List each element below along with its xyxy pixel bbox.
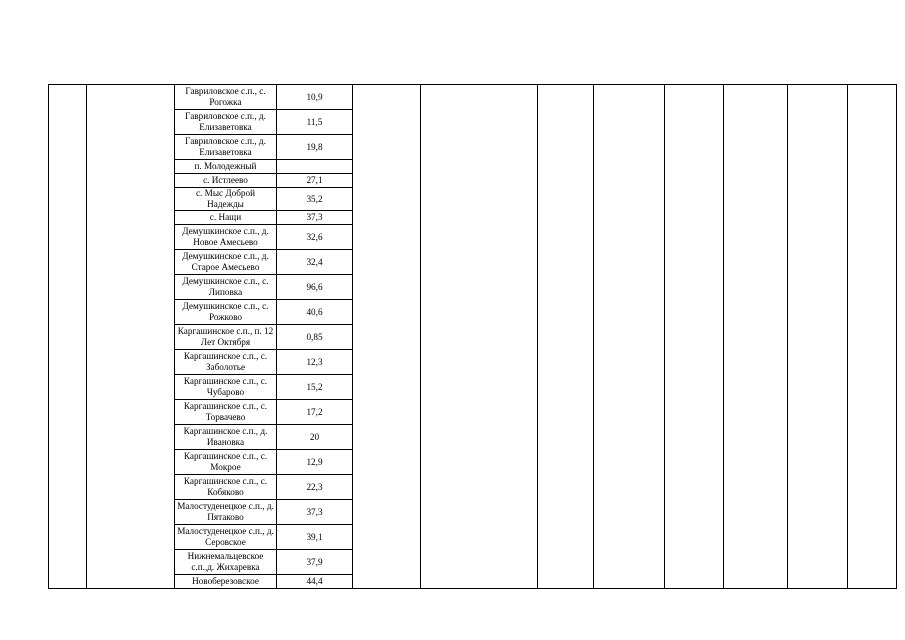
distance-cell: 35,2 (277, 188, 353, 211)
empty-cell (665, 500, 724, 525)
empty-cell (538, 225, 594, 250)
empty-cell (49, 174, 87, 188)
empty-cell (538, 500, 594, 525)
distance-cell: 19,8 (277, 135, 353, 160)
empty-cell (87, 275, 175, 300)
empty-cell (788, 174, 848, 188)
table-row (49, 500, 897, 525)
empty-cell (848, 250, 897, 275)
empty-cell (538, 400, 594, 425)
distance-cell: 27,1 (277, 174, 353, 188)
empty-cell (665, 225, 724, 250)
empty-cell (848, 211, 897, 225)
empty-cell (538, 525, 594, 550)
empty-cell (788, 400, 848, 425)
settlement-name-cell: с. Мыс Доброй Надежды (175, 188, 277, 211)
empty-cell (87, 575, 175, 589)
empty-cell (538, 174, 594, 188)
empty-cell (87, 350, 175, 375)
empty-cell (665, 275, 724, 300)
empty-cell (49, 525, 87, 550)
empty-cell (594, 525, 665, 550)
empty-cell (87, 325, 175, 350)
empty-cell (594, 211, 665, 225)
settlement-name-cell: п. Молодежный (175, 160, 277, 174)
empty-cell (49, 300, 87, 325)
empty-cell (49, 135, 87, 160)
empty-cell (788, 250, 848, 275)
empty-cell (353, 275, 421, 300)
empty-cell (724, 500, 788, 525)
distance-cell: 37,3 (277, 500, 353, 525)
empty-cell (594, 425, 665, 450)
empty-cell (665, 475, 724, 500)
table-row (49, 250, 897, 275)
settlement-name-cell: Демушкинское с.п., с. Рожково (175, 300, 277, 325)
empty-cell (421, 575, 538, 589)
empty-cell (421, 375, 538, 400)
empty-cell (353, 525, 421, 550)
empty-cell (848, 375, 897, 400)
distance-cell: 11,5 (277, 110, 353, 135)
empty-cell (87, 375, 175, 400)
empty-cell (49, 250, 87, 275)
empty-cell (848, 350, 897, 375)
empty-cell (788, 550, 848, 575)
empty-cell (49, 225, 87, 250)
settlement-name-cell: Гавриловское с.п., д. Елизаветовка (175, 110, 277, 135)
empty-cell (665, 375, 724, 400)
empty-cell (848, 275, 897, 300)
settlement-name-cell: Каргашинское с.п., с. Заболотье (175, 350, 277, 375)
empty-cell (788, 475, 848, 500)
empty-cell (421, 425, 538, 450)
empty-cell (665, 250, 724, 275)
empty-cell (49, 425, 87, 450)
distance-cell: 32,4 (277, 250, 353, 275)
empty-cell (538, 475, 594, 500)
empty-cell (49, 110, 87, 135)
empty-cell (49, 550, 87, 575)
empty-cell (724, 350, 788, 375)
empty-cell (665, 300, 724, 325)
empty-cell (49, 450, 87, 475)
distance-cell: 37,9 (277, 550, 353, 575)
empty-cell (87, 85, 175, 110)
empty-cell (353, 135, 421, 160)
empty-cell (421, 275, 538, 300)
table-row (49, 275, 897, 300)
empty-cell (421, 550, 538, 575)
settlement-name-cell: Каргашинское с.п., д. Ивановка (175, 425, 277, 450)
empty-cell (353, 225, 421, 250)
empty-cell (87, 425, 175, 450)
empty-cell (848, 85, 897, 110)
empty-cell (49, 400, 87, 425)
empty-cell (848, 225, 897, 250)
empty-cell (49, 188, 87, 211)
distance-cell (277, 160, 353, 174)
table-row (49, 350, 897, 375)
settlement-distance-table (48, 84, 897, 589)
empty-cell (665, 110, 724, 135)
settlement-name-cell: Нижнемальцевское с.п.,д. Жихаревка (175, 550, 277, 575)
empty-cell (848, 475, 897, 500)
settlement-name-cell: Малостуденецкое с.п., д. Серовское (175, 525, 277, 550)
empty-cell (788, 375, 848, 400)
table-row (49, 225, 897, 250)
distance-cell: 15,2 (277, 375, 353, 400)
empty-cell (788, 160, 848, 174)
empty-cell (788, 275, 848, 300)
empty-cell (87, 188, 175, 211)
empty-cell (353, 250, 421, 275)
empty-cell (353, 450, 421, 475)
empty-cell (665, 450, 724, 475)
empty-cell (353, 575, 421, 589)
empty-cell (49, 500, 87, 525)
empty-cell (538, 188, 594, 211)
empty-cell (421, 110, 538, 135)
empty-cell (87, 500, 175, 525)
empty-cell (788, 211, 848, 225)
empty-cell (788, 525, 848, 550)
empty-cell (353, 85, 421, 110)
empty-cell (724, 450, 788, 475)
empty-cell (788, 425, 848, 450)
empty-cell (724, 325, 788, 350)
empty-cell (665, 350, 724, 375)
empty-cell (87, 135, 175, 160)
empty-cell (353, 174, 421, 188)
empty-cell (353, 110, 421, 135)
empty-cell (724, 425, 788, 450)
table-row (49, 211, 897, 225)
empty-cell (421, 225, 538, 250)
distance-cell: 12,9 (277, 450, 353, 475)
empty-cell (421, 85, 538, 110)
empty-cell (848, 160, 897, 174)
empty-cell (353, 550, 421, 575)
empty-cell (353, 350, 421, 375)
empty-cell (724, 174, 788, 188)
distance-cell: 39,1 (277, 525, 353, 550)
table-row (49, 174, 897, 188)
empty-cell (594, 85, 665, 110)
empty-cell (538, 160, 594, 174)
settlement-name-cell: Новоберезовское (175, 575, 277, 589)
empty-cell (49, 85, 87, 110)
settlement-name-cell: Каргашинское с.п., с. Торвачево (175, 400, 277, 425)
settlement-name-cell: Демушкинское с.п., с. Липовка (175, 275, 277, 300)
empty-cell (724, 300, 788, 325)
empty-cell (87, 174, 175, 188)
empty-cell (421, 475, 538, 500)
empty-cell (421, 160, 538, 174)
empty-cell (594, 225, 665, 250)
empty-cell (353, 500, 421, 525)
empty-cell (848, 575, 897, 589)
empty-cell (848, 174, 897, 188)
empty-cell (353, 400, 421, 425)
distance-cell: 40,6 (277, 300, 353, 325)
empty-cell (848, 450, 897, 475)
empty-cell (724, 400, 788, 425)
empty-cell (665, 211, 724, 225)
empty-cell (538, 450, 594, 475)
table-row (49, 300, 897, 325)
settlement-name-cell: Каргашинское с.п., с. Чубарово (175, 375, 277, 400)
empty-cell (538, 350, 594, 375)
empty-cell (353, 160, 421, 174)
empty-cell (788, 300, 848, 325)
empty-cell (848, 325, 897, 350)
empty-cell (49, 211, 87, 225)
empty-cell (788, 575, 848, 589)
empty-cell (594, 250, 665, 275)
empty-cell (87, 475, 175, 500)
settlement-name-cell: Гавриловское с.п., с. Рогожка (175, 85, 277, 110)
empty-cell (724, 225, 788, 250)
table-row (49, 110, 897, 135)
empty-cell (421, 450, 538, 475)
empty-cell (724, 160, 788, 174)
empty-cell (538, 135, 594, 160)
empty-cell (724, 110, 788, 135)
distance-cell: 32,6 (277, 225, 353, 250)
table-row (49, 475, 897, 500)
distance-cell: 12,3 (277, 350, 353, 375)
table-row (49, 188, 897, 211)
empty-cell (421, 211, 538, 225)
table-row (49, 375, 897, 400)
settlement-name-cell: Гавриловское с.п., д. Елизаветовка (175, 135, 277, 160)
empty-cell (87, 300, 175, 325)
distance-cell: 96,6 (277, 275, 353, 300)
settlement-name-cell: с. Нащи (175, 211, 277, 225)
empty-cell (538, 275, 594, 300)
empty-cell (49, 375, 87, 400)
empty-cell (594, 400, 665, 425)
distance-cell: 20 (277, 425, 353, 450)
empty-cell (848, 135, 897, 160)
empty-cell (353, 188, 421, 211)
distance-cell: 10,9 (277, 85, 353, 110)
empty-cell (665, 550, 724, 575)
empty-cell (788, 450, 848, 475)
empty-cell (788, 85, 848, 110)
empty-cell (724, 475, 788, 500)
empty-cell (49, 160, 87, 174)
empty-cell (538, 211, 594, 225)
empty-cell (848, 188, 897, 211)
empty-cell (87, 110, 175, 135)
empty-cell (353, 375, 421, 400)
empty-cell (87, 450, 175, 475)
empty-cell (665, 85, 724, 110)
empty-cell (421, 350, 538, 375)
empty-cell (87, 250, 175, 275)
empty-cell (665, 400, 724, 425)
table-row (49, 450, 897, 475)
empty-cell (87, 550, 175, 575)
empty-cell (594, 275, 665, 300)
empty-cell (87, 211, 175, 225)
settlement-name-cell: Каргашинское с.п., с. Мокрое (175, 450, 277, 475)
empty-cell (848, 400, 897, 425)
empty-cell (353, 325, 421, 350)
empty-cell (848, 425, 897, 450)
distance-cell: 44,4 (277, 575, 353, 589)
empty-cell (665, 160, 724, 174)
empty-cell (788, 325, 848, 350)
empty-cell (594, 300, 665, 325)
empty-cell (538, 325, 594, 350)
empty-cell (538, 425, 594, 450)
empty-cell (538, 375, 594, 400)
empty-cell (665, 325, 724, 350)
settlement-name-cell: Каргашинское с.п., п. 12 Лет Октября (175, 325, 277, 350)
empty-cell (848, 550, 897, 575)
empty-cell (594, 135, 665, 160)
empty-cell (538, 85, 594, 110)
empty-cell (49, 350, 87, 375)
empty-cell (724, 250, 788, 275)
empty-cell (665, 174, 724, 188)
empty-cell (848, 500, 897, 525)
empty-cell (87, 160, 175, 174)
empty-cell (594, 325, 665, 350)
empty-cell (724, 85, 788, 110)
empty-cell (788, 135, 848, 160)
empty-cell (87, 525, 175, 550)
settlement-name-cell: Малостуденецкое с.п., д. Пятаково (175, 500, 277, 525)
empty-cell (594, 350, 665, 375)
empty-cell (421, 174, 538, 188)
empty-cell (538, 575, 594, 589)
empty-cell (665, 525, 724, 550)
empty-cell (538, 250, 594, 275)
empty-cell (421, 500, 538, 525)
empty-cell (594, 500, 665, 525)
table-row (49, 550, 897, 575)
empty-cell (594, 110, 665, 135)
empty-cell (724, 188, 788, 211)
empty-cell (49, 575, 87, 589)
table-row (49, 135, 897, 160)
empty-cell (724, 375, 788, 400)
empty-cell (421, 525, 538, 550)
settlement-name-cell: с. Истлеево (175, 174, 277, 188)
empty-cell (538, 300, 594, 325)
table-row (49, 525, 897, 550)
empty-cell (49, 475, 87, 500)
empty-cell (49, 325, 87, 350)
empty-cell (665, 575, 724, 589)
empty-cell (665, 188, 724, 211)
table-row (49, 575, 897, 589)
table-row (49, 400, 897, 425)
empty-cell (848, 525, 897, 550)
empty-cell (665, 135, 724, 160)
table-row (49, 425, 897, 450)
empty-cell (788, 500, 848, 525)
empty-cell (724, 575, 788, 589)
settlement-name-cell: Демушкинское с.п., д. Старое Амесьево (175, 250, 277, 275)
empty-cell (421, 135, 538, 160)
empty-cell (665, 425, 724, 450)
empty-cell (848, 300, 897, 325)
empty-cell (538, 110, 594, 135)
settlement-name-cell: Демушкинское с.п., д. Новое Амесьево (175, 225, 277, 250)
empty-cell (538, 550, 594, 575)
empty-cell (594, 575, 665, 589)
empty-cell (421, 300, 538, 325)
empty-cell (87, 225, 175, 250)
empty-cell (87, 400, 175, 425)
empty-cell (353, 425, 421, 450)
settlement-name-cell: Каргашинское с.п., с. Кобяково (175, 475, 277, 500)
empty-cell (421, 188, 538, 211)
empty-cell (724, 550, 788, 575)
empty-cell (353, 211, 421, 225)
empty-cell (421, 400, 538, 425)
empty-cell (724, 211, 788, 225)
empty-cell (848, 110, 897, 135)
empty-cell (788, 110, 848, 135)
table-row (49, 325, 897, 350)
empty-cell (594, 450, 665, 475)
empty-cell (724, 135, 788, 160)
empty-cell (353, 475, 421, 500)
empty-cell (788, 350, 848, 375)
empty-cell (49, 275, 87, 300)
empty-cell (594, 174, 665, 188)
empty-cell (594, 375, 665, 400)
empty-cell (594, 550, 665, 575)
distance-cell: 22,3 (277, 475, 353, 500)
distance-cell: 0,85 (277, 325, 353, 350)
empty-cell (421, 250, 538, 275)
distance-cell: 17,2 (277, 400, 353, 425)
empty-cell (353, 300, 421, 325)
table-row (49, 160, 897, 174)
empty-cell (724, 275, 788, 300)
empty-cell (788, 188, 848, 211)
empty-cell (724, 525, 788, 550)
empty-cell (421, 325, 538, 350)
empty-cell (594, 475, 665, 500)
table-row (49, 85, 897, 110)
empty-cell (594, 188, 665, 211)
distance-cell: 37,3 (277, 211, 353, 225)
empty-cell (788, 225, 848, 250)
empty-cell (594, 160, 665, 174)
